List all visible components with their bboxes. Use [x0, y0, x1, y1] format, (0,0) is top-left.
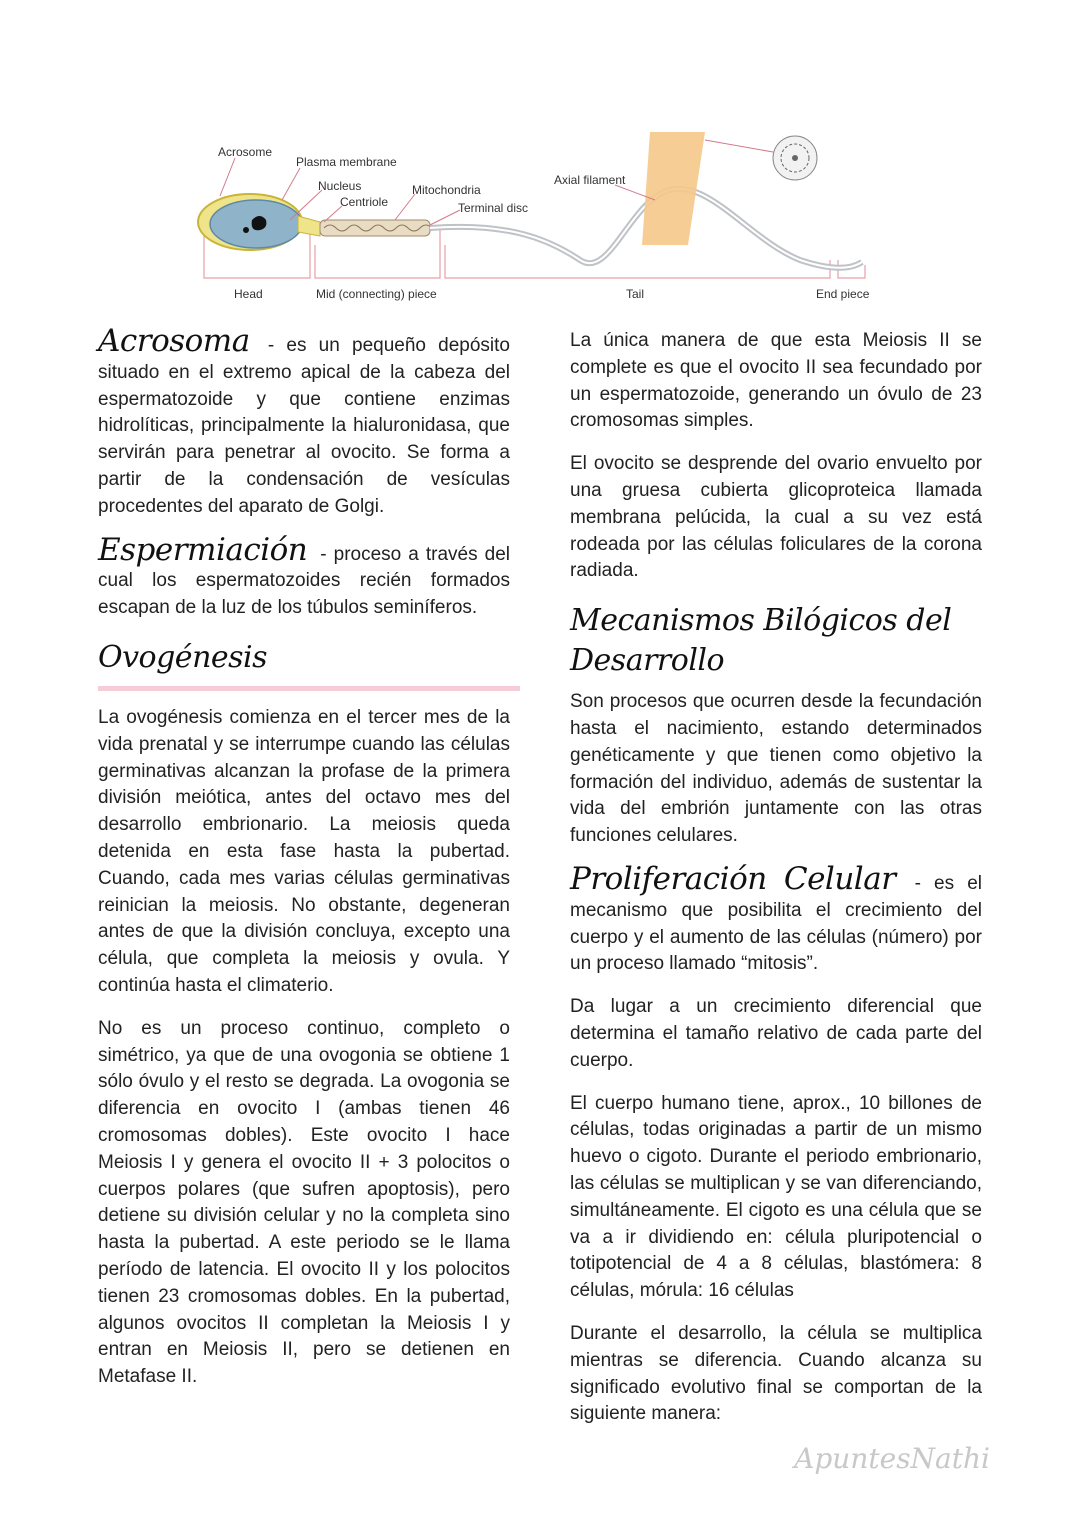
author-signature: ApuntesNathi — [794, 1442, 990, 1475]
ovogenesis-heading: Ovogénesis — [98, 639, 268, 675]
acrosoma-term: Acrosoma — [98, 323, 250, 359]
espermiacion-text: - proceso a través del cual los espermatozoides recién formados escapan de la luz de los túbulos seminíferos. — [98, 543, 511, 619]
sperm-diagram — [190, 130, 890, 310]
ovogenesis-paragraph-2: No es un proceso continuo, completo o simétrico, ya que de una ovogonia se obtiene 1 sólo óvulo y el resto se degrada. La ovogonia se diferencia en ovocito I (ambas tienen 46 cromosomas dobles). Este ovocito I hace Meiosis I y genera el ovocito II + 3 polocitos o cuerpos polares (que sufren apoptosis), pero detiene su división celular y no la completa sino hasta la pubertad. A este periodo se le llama período de latencia. El ovocito II y los polocitos tienen 23 cromosomas dobles. En la pubertad, algunos ovocitos II completan la Meiosis I y entran en Meiosis II, pero se detienen en Metafase II. — [98, 1017, 510, 1388]
proliferacion-paragraph — [570, 860, 982, 978]
espermiacion-term: Espermiación — [98, 531, 308, 568]
heading-underline — [98, 686, 520, 691]
proliferacion-paragraph-2: Da lugar a un crecimiento diferencial que determina el tamaño relativo de cada parte del cuerpo. — [570, 996, 982, 1071]
proliferacion-paragraph-4: Durante el desarrollo, la célula se multiplica mientras se diferencia. Cuando alcanza su significado evolutivo final se comportan de la siguiente manera: — [570, 1322, 982, 1425]
meiosis-paragraph: La única manera de que esta Meiosis II se complete es que el ovocito II sea fecundado por un espermatozoide, generando un óvulo de 23 cromosomas simples. — [570, 330, 982, 432]
label-axial-filament: Axial filament — [554, 173, 626, 187]
acrosoma-paragraph — [98, 323, 510, 521]
label-tail: Tail — [626, 287, 645, 301]
label-centriole: Centriole — [340, 195, 389, 209]
label-terminal-disc: Terminal disc — [458, 201, 529, 215]
right-column — [570, 328, 982, 1444]
label-plasma-membrane: Plasma membrane — [296, 155, 397, 169]
espermiacion-paragraph — [98, 531, 511, 622]
neck-shape — [298, 216, 320, 236]
proliferacion-paragraph-3: El cuerpo humano tiene, aprox., 10 billones de células, todas originadas a partir de un mismo huevo o cigoto. Durante el periodo embrionario, las células se multiplican y se van diferenciando, simultáneamente. El cigoto es una célula que se va a ir dividiendo en: célula pluripotencial o totipotencial de 4 a 8 células, blastómera: 8 células, mórula: 16 células — [570, 1092, 982, 1302]
label-acrosome: Acrosome — [218, 145, 273, 159]
acrosoma-text: - es un pequeño depósito situado en el extremo apical de la cabeza del espermatozoide y que contiene enzimas hidrolíticas, principalmente la hialuronidasa, que servirán para penetrar al ovocito. Se forma a partir de la condensación de vesículas procedentes del aparato de Golgi. — [98, 335, 510, 517]
proliferacion-text: - es el mecanismo que posibilita el crecimiento del cuerpo y el aumento de las células (número) por un proceso llamado “mitosis”. — [570, 872, 982, 975]
left-column — [98, 323, 511, 1407]
proliferacion-term: Proliferación Celular — [570, 860, 896, 897]
ovocito-paragraph: El ovocito se desprende del ovario envuelto por una gruesa cubierta glicoproteica llamada membrana pelúcida, la cual a su vez está rodeada por las células foliculares de la corona radiada. — [570, 453, 982, 582]
label-mid-piece: Mid (connecting) piece — [316, 287, 437, 301]
cross-section-plane — [642, 132, 705, 245]
label-mitochondria: Mitochondria — [412, 183, 481, 197]
ovogenesis-paragraph-1: La ovogénesis comienza en el tercer mes de la vida prenatal y se interrumpe cuando las células germinativas alcanzan la profase de la primera división meiótica, antes del octavo mes del desarrollo embrionario. La meiosis queda detenida en esta fase hasta la pubertad. Cuando, cada mes varias células germinativas reinician la meiosis. No obstante, degeneran antes de que la división concluya, excepto una célula, que completa la meiosis y ovula. Y continúa hasta el climaterio. — [98, 706, 510, 996]
mecanismos-heading: Mecanismos Bilógicos del Desarrollo — [570, 603, 952, 679]
mecanismos-paragraph: Son procesos que ocurren desde la fecundación hasta el nacimiento, estando determinados genéticamente y que tienen como objetivo la formación del individuo, además de sustentar la vida del embrión juntamente con las otras funciones celulares. — [570, 691, 982, 847]
label-end-piece: End piece — [816, 287, 870, 301]
label-nucleus: Nucleus — [318, 179, 362, 193]
label-head: Head — [234, 287, 263, 301]
